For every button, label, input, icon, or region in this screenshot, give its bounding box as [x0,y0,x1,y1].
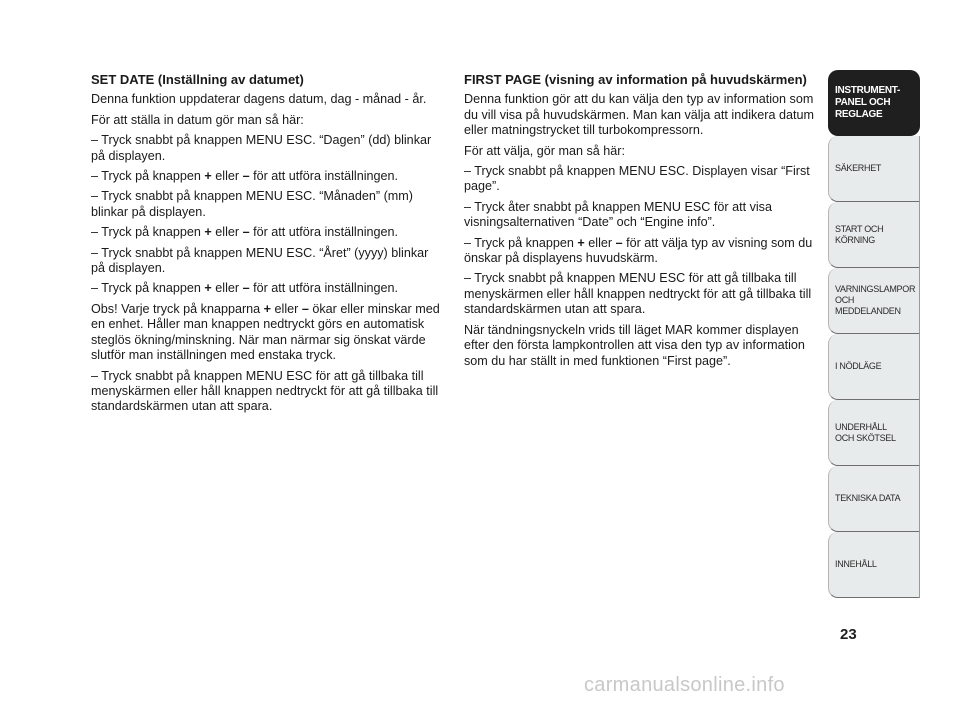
watermark: carmanualsonline.info [584,674,785,696]
left-paragraph: För att ställa in datum gör man så här: [91,112,304,127]
text-segment: – Tryck på knappen [464,235,578,250]
chapter-tabs [828,70,920,598]
chapter-tab-label: UNDERHÅLL OCH SKÖTSEL [835,421,896,443]
chapter-tab-label: TEKNISKA DATA [835,493,901,503]
plus-symbol: + [577,235,585,250]
text-segment: ökar eller minskar med en enhet. Håller man knappen nedtryckt görs en automatisk steglös ökning/minskning. När man närmar sig önskat värde slutför man inställningen med enstaka tryck. [91,301,440,363]
chapter-tab-label: I NÖDLÄGE [835,361,882,371]
minus-symbol: – [301,301,309,316]
right-paragraph: När tändningsnyckeln vrids till läget MAR kommer displayen efter den första lampkontrollen att visa den typ av information som du har ställt in med funktionen “First page”. [464,322,805,368]
right-paragraph: – Tryck åter snabbt på knappen MENU ESC för att visa visningsalternativen “Date” och “Engine info”. [464,199,772,230]
text-segment: för att välja typ av visning som du önskar på displayens huvudskärm. [464,235,813,266]
text-segment: eller [211,281,243,296]
left-paragraph [91,302,443,364]
chapter-tab-label: INSTRUMENT- PANEL OCH REGLAGE [835,84,901,120]
minus-symbol: – [242,281,250,296]
plus-symbol: + [204,169,212,184]
right-body [464,92,816,369]
chapter-tab[interactable] [828,532,920,598]
minus-symbol: – [615,235,623,250]
text-segment: eller [211,169,243,184]
chapter-tab[interactable] [828,202,920,268]
minus-symbol: – [242,169,250,184]
left-paragraph: Denna funktion uppdaterar dagens datum, dag - månad - år. [91,92,427,107]
text-segment: eller [211,225,243,240]
chapter-tab-label: VARNINGSLAMPOR OCH MEDDELANDEN [835,284,916,316]
chapter-tab[interactable] [828,466,920,532]
left-paragraph: – Tryck snabbt på knappen MENU ESC. “Månaden” (mm) blinkar på displayen. [91,189,413,219]
text-segment: eller [584,235,616,250]
text-segment: eller [271,301,302,316]
chapter-tab[interactable] [828,70,920,136]
left-paragraph: – Tryck snabbt på knappen MENU ESC. “Året” (yyyy) blinkar på displayen. [91,245,429,276]
right-paragraph: – Tryck snabbt på knappen MENU ESC. Displayen visar “First page”. [464,164,810,194]
left-paragraph: – Tryck snabbt på knappen MENU ESC för att gå tillbaka till menyskärmen eller håll knappen nedtryckt för att gå tillbaka till standardskärmen utan att spara. [91,368,439,414]
chapter-tab[interactable] [828,136,920,202]
right-paragraph: – Tryck snabbt på knappen MENU ESC för att gå tillbaka till menyskärmen eller håll knappen nedtryckt för att gå tillbaka till standardskärmen utan att spara. [464,271,812,317]
right-paragraph: För att välja, gör man så här: [464,143,625,158]
text-segment: – Tryck på knappen [91,225,205,240]
page-number: 23 [840,626,857,643]
plus-symbol: + [204,281,212,296]
right-paragraph: Denna funktion gör att du kan välja den typ av information som du vill visa på huvudskärmen. Man kan välja att indikera datum eller matningstrycket till turbokompressorn. [464,92,815,138]
chapter-tab-label: SÄKERHET [835,163,882,173]
text-segment: för att utföra inställningen. [249,225,399,240]
text-segment: – Tryck på knappen [91,281,205,296]
text-segment: – Tryck på knappen [91,169,205,184]
left-paragraph [91,281,443,296]
left-column [91,72,443,420]
plus-symbol: + [263,301,272,316]
right-paragraph [464,236,816,267]
section-title-set-date: SET DATE (Inställning av datumet) [91,72,304,87]
chapter-tab[interactable] [828,334,920,400]
chapter-tab[interactable] [828,400,920,466]
right-column [464,72,816,374]
left-paragraph [91,169,443,184]
plus-symbol: + [204,225,212,240]
text-segment: för att utföra inställningen. [249,169,399,184]
text-segment: för att utföra inställningen. [249,281,399,296]
chapter-tab[interactable] [828,268,920,334]
left-paragraph: – Tryck snabbt på knappen MENU ESC. “Dagen” (dd) blinkar på displayen. [91,133,432,163]
section-title-first-page: FIRST PAGE (visning av information på huvudskärmen) [464,72,807,87]
chapter-tab-label: INNEHÅLL [835,559,877,569]
left-paragraph [91,225,443,240]
chapter-tab-label: START OCH KÖRNING [835,223,884,245]
left-body [91,92,443,414]
minus-symbol: – [242,225,250,240]
text-segment: Obs! Varje tryck på knapparna [91,301,264,316]
